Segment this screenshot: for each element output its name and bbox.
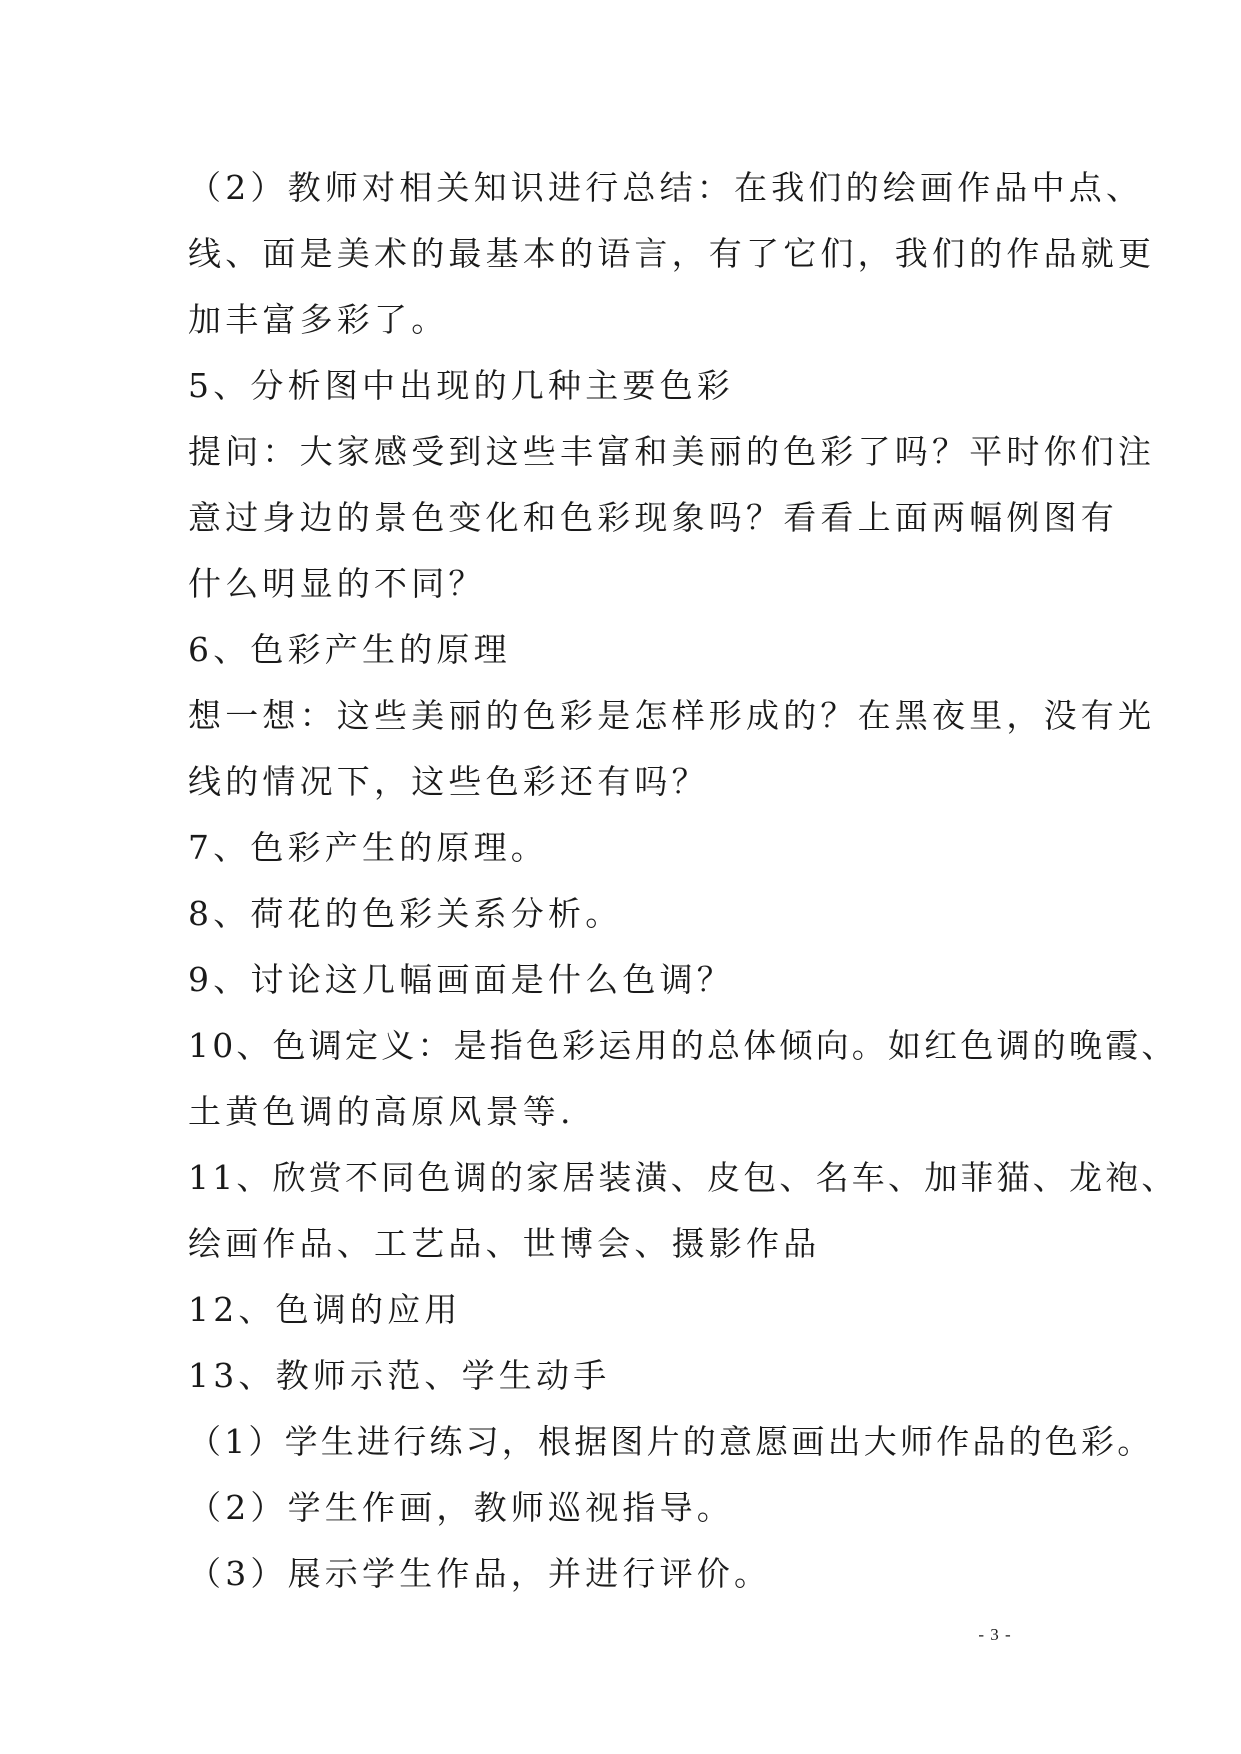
text-line: （1）学生进行练习，根据图片的意愿画出大师作品的色彩。 (188, 1422, 1154, 1461)
text-line: （2）学生作画，教师巡视指导。 (188, 1488, 734, 1527)
text-line: 绘画作品、工艺品、世博会、摄影作品 (188, 1224, 821, 1263)
text-line: 6、色彩产生的原理 (188, 630, 511, 669)
text-line: 8、荷花的色彩关系分析。 (188, 894, 623, 933)
text-line: 13、教师示范、学生动手 (188, 1356, 611, 1395)
text-line: 12、色调的应用 (188, 1290, 462, 1329)
text-line: 7、色彩产生的原理。 (188, 828, 548, 867)
text-line: 想一想：这些美丽的色彩是怎样形成的？在黑夜里，没有光 (188, 696, 1156, 735)
text-line: 意过身边的景色变化和色彩现象吗？看看上面两幅例图有 (188, 498, 1118, 537)
text-line: 线、面是美术的最基本的语言，有了它们，我们的作品就更 (188, 234, 1156, 273)
body-text (188, 155, 1178, 1607)
text-line: 9、讨论这几幅画面是什么色调？ (188, 960, 734, 999)
text-line: 线的情况下，这些色彩还有吗？ (188, 762, 709, 801)
text-line: 什么明显的不同？ (188, 564, 486, 603)
text-line: 10、色调定义：是指色彩运用的总体倾向。如红色调的晚霞、 (188, 1026, 1178, 1065)
text-line: 11、欣赏不同色调的家居装潢、皮包、名车、加菲猫、龙袍、 (188, 1158, 1178, 1197)
text-line: （2）教师对相关知识进行总结：在我们的绘画作品中点、 (188, 168, 1144, 207)
text-line: 5、分析图中出现的几种主要色彩 (188, 366, 734, 405)
text-line: （3）展示学生作品，并进行评价。 (188, 1554, 772, 1593)
text-line: 提问：大家感受到这些丰富和美丽的色彩了吗？平时你们注 (188, 432, 1156, 471)
text-line: 加丰富多彩了。 (188, 300, 449, 339)
page-number: - 3 - (978, 1625, 1012, 1644)
text-line: 土黄色调的高原风景等. (188, 1092, 575, 1131)
